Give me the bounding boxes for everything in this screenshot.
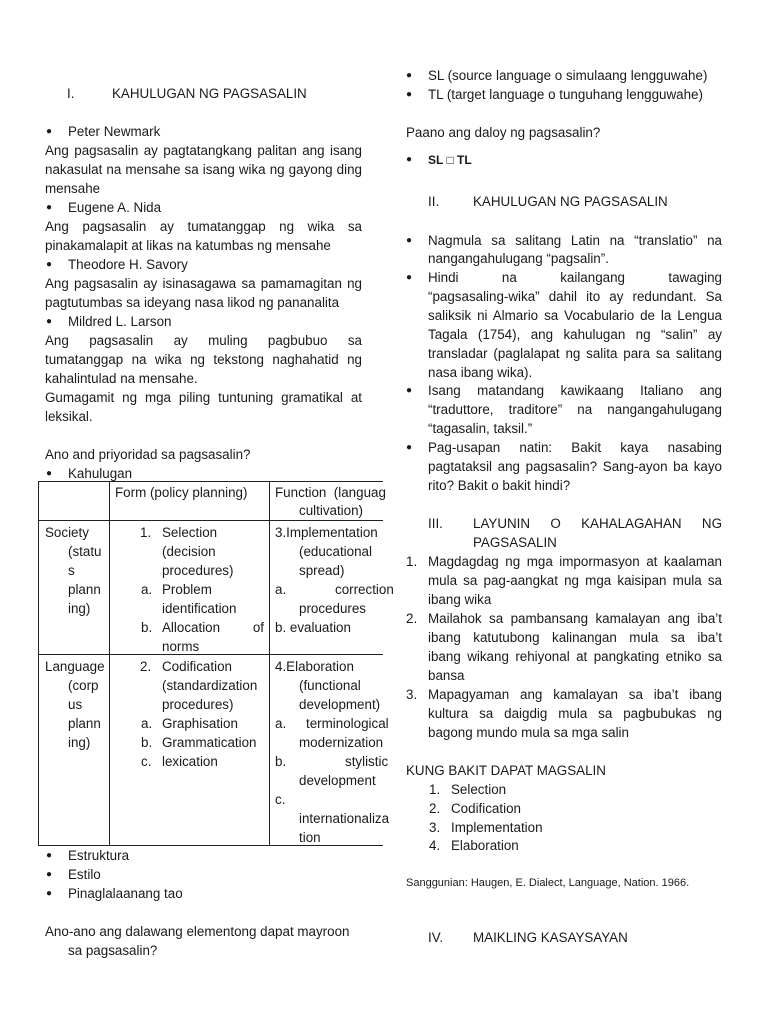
header-function-line2: cultivation) (299, 503, 364, 518)
list-item-line: nangangahulugang “pagsalin”. (428, 251, 609, 266)
list-mark: b. (141, 735, 153, 750)
society-label-line: plann (68, 582, 101, 597)
def-line: nakasulat na mensahe sa isang wika ng gayong ding (45, 162, 362, 177)
list-item-line: “tagasalin, taksil.” (428, 421, 533, 436)
function-item: 3.Implementation (275, 525, 378, 540)
list-mark: a. (275, 582, 287, 597)
section-title: KAHULUGAN NG PAGSASALIN (473, 194, 668, 209)
society-form-cell (110, 521, 270, 655)
form-item: Graphisation (162, 716, 238, 731)
flow-item: ● SL □ TL (428, 151, 472, 169)
function-item: tion (299, 830, 321, 845)
language-label-line: plann (68, 716, 101, 731)
sl-item: ● SL (source language o simulaang lengguwahe) (428, 67, 707, 85)
list-number: 1. (406, 554, 418, 569)
function-item: modernization (299, 735, 384, 750)
section-2-heading (428, 193, 668, 211)
list-number: 3. (406, 687, 418, 702)
def-line: pagtutumbas sa ideyang nasa likod ng pananalita (45, 295, 340, 310)
list-item: ● Isang matandang kawikaang Italiano ang (428, 382, 722, 400)
list-item-line: nasa ibang wika). (428, 365, 533, 380)
form-item: lexication (162, 754, 218, 769)
list-number: 4. (429, 838, 441, 853)
list-item-line: Tagala (1754), ang kahulugan ng “salin” ay (428, 327, 722, 342)
function-item: terminological (306, 716, 389, 731)
list-item-line: bansa (428, 668, 465, 683)
planning-table (38, 481, 394, 846)
list-item-line: ibang katutubong kalinangan mula sa iba’t (428, 630, 722, 645)
def-line: Ang pagsasalin ay tumatanggap ng wika sa (45, 219, 362, 234)
language-function-cell (270, 655, 390, 846)
def-line: Gumagamit ng mga piling tuntuning gramatikal at (45, 390, 362, 405)
list-number: 2. (429, 801, 441, 816)
function-item: 4.Elaboration (275, 659, 354, 674)
form-item: (decision (162, 544, 216, 559)
language-label-line: (corp (68, 678, 99, 693)
elements-question: Ano-ano ang dalawang elementong dapat mayroon (45, 924, 350, 939)
section-number: II. (428, 194, 440, 209)
why-title: KUNG BAKIT DAPAT MAGSALIN (406, 763, 606, 778)
form-item: procedures) (162, 563, 234, 578)
table-corner-cell (39, 482, 110, 521)
function-item: stylistic (345, 754, 389, 769)
def-line: Ang pagsasalin ay muling pagbubuo sa (45, 333, 362, 348)
language-form-cell (110, 655, 270, 846)
form-item: Selection (162, 525, 218, 540)
form-item: identification (162, 601, 237, 616)
list-item: ● Nagmula sa salitang Latin na “translatio” na (428, 232, 722, 250)
language-label: Language (45, 659, 105, 674)
section-3-title: PAGSASALIN (473, 535, 557, 550)
list-mark: a. (141, 582, 153, 597)
elements-question: sa pagsasalin? (68, 943, 158, 958)
society-function-cell (270, 521, 394, 655)
section-4-heading (428, 929, 628, 947)
society-label: Society (45, 525, 89, 540)
list-mark: a. (275, 716, 287, 731)
list-item-line: kultura sa daigdig mula sa pagbubukas ng (428, 706, 722, 721)
list-item-line: transladar (paglalapat ng salita para sa salitang (428, 346, 722, 361)
section-number: IV. (428, 930, 444, 945)
form-item: procedures) (162, 697, 234, 712)
list-item-line: saliksik ni Almario sa Vocabulario de la Lengua (428, 308, 722, 323)
section-title: KAHULUGAN NG PAGSASALIN (112, 86, 307, 101)
function-item: (educational (299, 544, 372, 559)
function-item: internationaliza (299, 811, 390, 826)
language-cell (39, 655, 110, 846)
priority-question: Ano and priyoridad sa pagsasalin? (45, 447, 251, 462)
form-item: Problem (162, 582, 212, 597)
function-item: development (299, 773, 376, 788)
author-larson: ● Mildred L. Larson (68, 313, 171, 331)
flow-question: Paano ang daloy ng pagsasalin? (406, 125, 601, 140)
why-item: Implementation (451, 820, 543, 835)
header-form-label: Form (policy planning) (115, 485, 248, 500)
list-mark: b. (275, 754, 287, 769)
form-item: Grammatication (162, 735, 257, 750)
list-item: ● Estruktura (68, 847, 129, 865)
list-item: Mapagyaman ang kamalayan sa iba’t ibang (428, 687, 722, 702)
society-cell (39, 521, 110, 655)
section-1-heading (67, 85, 307, 103)
list-mark: 2. (140, 659, 152, 674)
table-header-function (270, 482, 384, 521)
def-line: Ang pagsasalin ay isinasagawa sa pamamagitan ng (45, 276, 362, 291)
society-label-line: (statu (68, 544, 102, 559)
function-item: procedures (299, 601, 366, 616)
table-header-form (110, 482, 270, 521)
list-item: ● Estilo (68, 866, 101, 884)
language-label-line: us (68, 697, 83, 712)
function-item: spread) (299, 563, 345, 578)
def-line: kahalintulad na mensahe. (45, 371, 198, 386)
list-item-line: ibang wikang rehiyonal at pangkating etniko sa (428, 649, 722, 664)
tl-item: ● TL (target language o tunguhang lengguwahe) (428, 86, 703, 104)
author-savory: ● Theodore H. Savory (68, 256, 188, 274)
section-3-number: III. (428, 516, 443, 531)
section-title: MAIKLING KASAYSAYAN (473, 930, 628, 945)
def-line: pinakamalapit at likas na katumbas ng mensahe (45, 238, 331, 253)
list-item-line: mula sa pag-aangkat ng mga kaisipan mula sa (428, 573, 722, 588)
list-item-line: “traduttore, traditore” na nangangahulugang (428, 402, 722, 417)
def-line: mensahe (45, 181, 101, 196)
list-item: ● Pag-usapan natin: Bakit kaya nasabing (428, 439, 722, 457)
def-line: tumatanggap na wika ng tekstong naghahatid ng (45, 352, 362, 367)
author-newmark: ● Peter Newmark (68, 123, 160, 141)
why-item: Selection (451, 782, 507, 797)
list-item-line: “pagsasaling-wika” dahil ito ay redundant. Sa (428, 289, 722, 304)
list-item: ● Pinaglalaanang tao (68, 885, 183, 903)
form-item: (standardization (162, 678, 258, 693)
function-item: correction (335, 582, 394, 597)
def-line: Ang pagsasalin ay pagtatangkang palitan ang isang (45, 143, 362, 158)
def-line: leksikal. (45, 409, 93, 424)
form-item: Codification (162, 659, 232, 674)
list-item: Mailahok sa pambansang kamalayan ang iba’t (428, 611, 722, 626)
list-mark: a. (141, 716, 153, 731)
list-item-line: ibang wika (428, 592, 492, 607)
language-label-line: ing) (68, 735, 91, 750)
function-item: development) (299, 697, 381, 712)
list-item-line: bagong mundo mula sa mga salin (428, 725, 629, 740)
priority-item: ● Kahulugan (68, 465, 132, 483)
author-nida: ● Eugene A. Nida (68, 199, 161, 217)
list-mark: c. (141, 754, 152, 769)
society-label-line: s (68, 563, 75, 578)
society-label-line: ing) (68, 601, 91, 616)
why-item: Codification (451, 801, 521, 816)
section-3-title: LAYUNIN O KAHALAGAHAN NG (473, 516, 722, 531)
section-number: I. (67, 86, 75, 101)
list-number: 1. (429, 782, 441, 797)
function-item: (functional (299, 678, 361, 693)
list-item-line: pagtataksil ang pagsasalin? Sang-ayon ba kayo (428, 459, 722, 474)
why-item: Elaboration (451, 838, 519, 853)
list-mark: c. (275, 792, 286, 807)
list-item: Magdagdag ng mga impormasyon at kaalaman (428, 554, 722, 569)
list-item: ● Hindi na kailangang tawaging (428, 269, 722, 287)
list-number: 2. (406, 611, 418, 626)
function-item: b. evaluation (275, 620, 351, 635)
list-mark: 1. (140, 525, 152, 540)
form-item: norms (162, 639, 200, 654)
list-number: 3. (429, 820, 441, 835)
header-function-line1: Function (languag (275, 485, 386, 500)
list-mark: b. (141, 620, 153, 635)
list-item-line: rito? Bakit o bakit hindi? (428, 478, 571, 493)
reference: Sanggunian: Haugen, E. Dialect, Language, Nation. 1966. (406, 877, 690, 889)
form-item: Allocation of (162, 620, 264, 635)
